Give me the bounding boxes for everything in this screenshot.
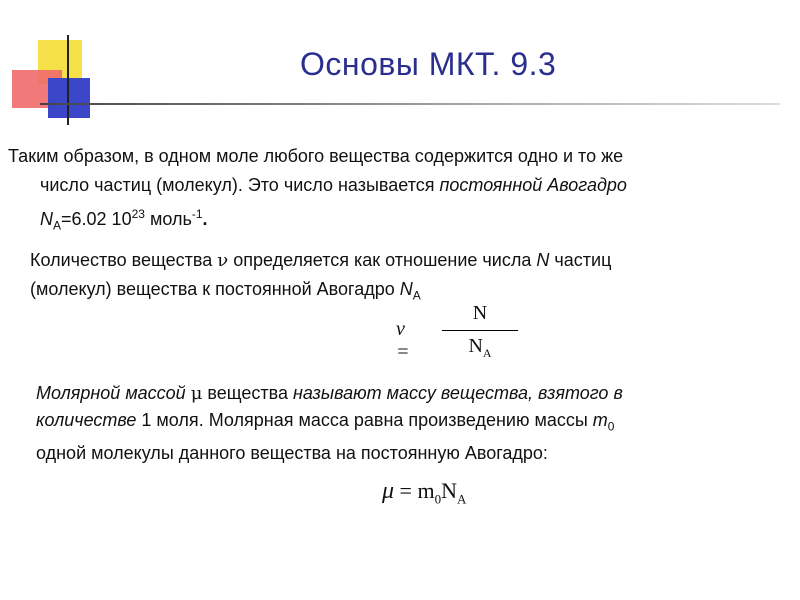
paragraph-amount	[30, 246, 790, 311]
p3-term-molar-mass: Молярной массой	[36, 383, 191, 403]
p3-text-g: одной молекулы данного вещества на постоянную Авогадро:	[36, 442, 548, 463]
na-period: .	[202, 209, 208, 229]
formula1-lhs: ν =	[396, 318, 410, 363]
na-exponent: 23	[131, 207, 145, 221]
p1-line3	[8, 200, 788, 241]
paragraph-molar-mass	[36, 380, 756, 466]
p1-term-avogadro: постоянной Авогадро	[439, 175, 627, 195]
formula2-na-sub: A	[456, 491, 467, 507]
formula2-mu: μ	[382, 478, 395, 504]
p2-text-a: Количество вещества	[30, 250, 218, 270]
p1-line1: Таким образом, в одном моле любого вещества содержится одно и то же	[8, 146, 624, 166]
formula-molar-mass	[382, 478, 466, 507]
mu-symbol: μ	[190, 383, 203, 404]
fraction-bar	[442, 330, 518, 331]
p2-text-d: (молекул) вещества к постоянной Авогадро	[30, 279, 400, 299]
m-symbol: m	[592, 410, 608, 430]
slide-logo-decoration	[0, 0, 120, 130]
p3-text-f: . Молярная масса равна произведению массы	[198, 410, 593, 430]
N-symbol: N	[536, 250, 550, 270]
na-unit: моль	[144, 209, 192, 229]
vertical-rule	[67, 35, 69, 125]
formula2-m-sub: 0	[434, 491, 442, 507]
na-value: =6.02 10	[61, 209, 132, 229]
na-unit-exponent: -1	[191, 207, 203, 221]
formula1-den-sub: A	[482, 346, 492, 360]
p2-text-b: определяется как отношение числа	[228, 250, 537, 270]
formula1-denominator	[442, 335, 518, 361]
p3-definition-a: называют массу вещества, взятого в	[293, 383, 623, 403]
p3-one-mole: 1 моля	[141, 410, 199, 430]
paragraph-avogadro	[8, 142, 788, 241]
p1-line2-text: число частиц (молекул). Это число называется	[40, 175, 440, 195]
p1-line2	[8, 171, 788, 200]
p2-text-c: частиц	[549, 250, 612, 270]
p3-definition-b: количестве	[36, 410, 142, 430]
formula2-na: N	[441, 478, 457, 503]
p2-na-sub: A	[412, 288, 421, 303]
formula1-numerator: N	[472, 302, 488, 324]
title-underline	[40, 103, 780, 105]
formula1-den-letter: N	[468, 335, 483, 357]
slide-title: Основы МКТ. 9.3	[300, 46, 557, 82]
p2-na-letter: N	[399, 279, 413, 299]
formula2-eq: = m	[394, 478, 435, 503]
formula1-fraction	[442, 302, 518, 361]
blue-square-icon	[48, 78, 90, 118]
na-sub: A	[53, 218, 62, 233]
m-sub: 0	[607, 419, 615, 434]
nu-symbol: ν	[217, 250, 229, 271]
p3-text-b: вещества	[202, 383, 293, 403]
na-letter: N	[40, 209, 53, 229]
